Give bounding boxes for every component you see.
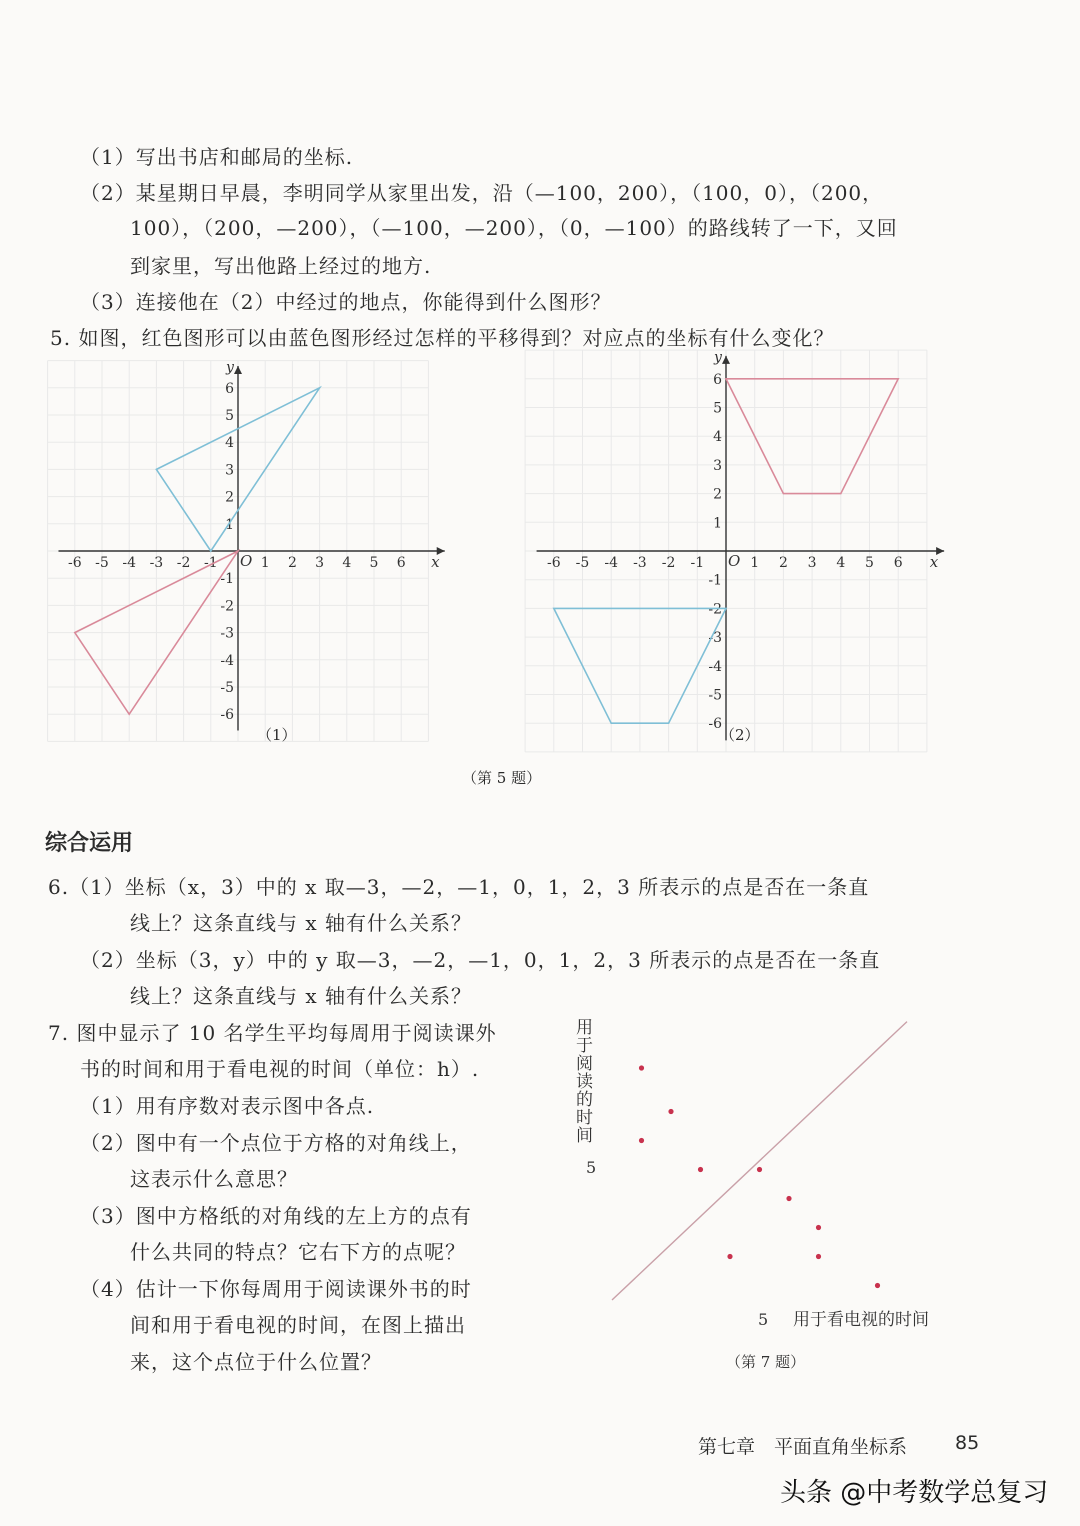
- q5-graph-2: [545, 349, 945, 733]
- q7-line6: （3）图中方格纸的对角线的左上方的点有: [80, 1204, 472, 1228]
- g1-y-tick: 1: [225, 516, 234, 533]
- q7-data-point: [639, 1138, 644, 1143]
- g1-y-tick: -4: [220, 652, 234, 669]
- g1-y-tick: -1: [220, 571, 234, 588]
- g2-y-tick: 1: [713, 515, 722, 532]
- q7-x-label: 用于看电视的时间: [793, 1310, 929, 1330]
- g2-y-tick: -6: [708, 716, 722, 733]
- q4-sub2-line3: 到家里，写出他路上经过的地方.: [130, 254, 432, 278]
- g1-y-tick: -2: [220, 598, 234, 615]
- g2-x-tick: 5: [865, 555, 874, 571]
- q7-data-point: [875, 1283, 880, 1288]
- q4-sub3: （3）连接他在（2）中经过的地点，你能得到什么图形？: [80, 290, 612, 314]
- q7-data-point: [816, 1225, 821, 1230]
- q7-y-label-char: 时: [576, 1108, 593, 1128]
- q7-x-tick: 5: [758, 1310, 769, 1329]
- q7-data-point: [727, 1254, 732, 1259]
- q5-text: 5. 如图，红色图形可以由蓝色图形经过怎样的平移得到？对应点的坐标有什么变化？: [50, 326, 835, 350]
- q7-figure-caption: （第 7 题）: [726, 1353, 806, 1371]
- g1-x-tick: 6: [396, 555, 406, 571]
- g1-x-tick: 5: [369, 555, 379, 571]
- q4-sub2-line2: 100），（200，—200），（—100，—200），（0，—100）的路线转了一下，又回: [130, 216, 898, 240]
- g2-x-tick: -5: [575, 555, 590, 571]
- q7-data-point: [668, 1109, 673, 1114]
- q7-y-label-char: 用: [576, 1018, 593, 1038]
- q7-line4: （2）图中有一个点位于方格的对角线上，: [80, 1131, 472, 1155]
- g2-y-tick: 5: [713, 400, 722, 417]
- g1-y-tick: 4: [225, 435, 234, 452]
- q5-figure-caption: （第 5 题）: [462, 769, 542, 787]
- g1-y-tick: 3: [225, 462, 234, 479]
- q7-line9: 间和用于看电视的时间，在图上描出: [130, 1313, 466, 1337]
- g1-y-tick: 5: [225, 408, 234, 424]
- q6-line1: 6.（1）坐标（x，3）中的 x 取—3，—2，—1，0，1，2，3 所表示的点是否在一条直: [48, 875, 870, 899]
- q7-data-point: [757, 1167, 762, 1172]
- g1-x-tick: -4: [122, 555, 137, 571]
- g1-x-label: x: [431, 553, 440, 571]
- g1-y-tick: 2: [225, 489, 234, 506]
- q7-y-label-char: 读: [576, 1072, 593, 1092]
- q6-line2: 线上？这条直线与 x 轴有什么关系？: [130, 911, 472, 935]
- g1-x-tick: 1: [260, 555, 270, 571]
- g2-x-tick: 2: [778, 555, 788, 571]
- g2-y-label: y: [714, 349, 722, 366]
- g2-y-tick: 3: [713, 457, 722, 474]
- g1-x-tick: 2: [287, 555, 297, 571]
- g2-x-tick: -4: [604, 555, 619, 571]
- g1-y-tick: -3: [220, 625, 234, 642]
- q4-sub2-line1: （2）某星期日早晨，李明同学从家里出发，沿（—100，200），（100，0），（200，: [80, 181, 884, 205]
- q7-data-point: [639, 1065, 644, 1070]
- g2-x-tick: 4: [836, 555, 846, 571]
- q7-line5: 这表示什么意思？: [130, 1167, 298, 1191]
- g2-y-arrow: [722, 356, 730, 364]
- g2-x-tick: -6: [546, 555, 561, 571]
- q7-y-label-char: 于: [576, 1036, 593, 1056]
- q7-line3: （1）用有序数对表示图中各点.: [80, 1094, 375, 1118]
- g2-x-tick: -2: [661, 555, 676, 571]
- g2-y-tick: -2: [708, 601, 722, 618]
- g2-x-tick: 1: [750, 555, 760, 571]
- g2-y-tick: -1: [708, 572, 722, 589]
- g2-x-tick: -3: [633, 555, 647, 571]
- g2-x-tick: 3: [807, 555, 817, 571]
- g2-y-tick: -4: [708, 658, 722, 675]
- q7-line2: 书的时间和用于看电视的时间（单位：h）.: [80, 1057, 480, 1081]
- g1-x-tick: -1: [203, 555, 218, 571]
- q7-line10: 来，这个点位于什么位置？: [130, 1350, 382, 1374]
- q7-y-label-char: 的: [576, 1090, 593, 1110]
- g1-y-tick: -6: [220, 707, 234, 724]
- g1-x-tick: -5: [95, 555, 109, 571]
- g2-x-label: x: [929, 553, 939, 571]
- g1-x-tick: -2: [176, 555, 191, 571]
- q7-y-label-char: 阅: [576, 1054, 593, 1074]
- q7-line1: 7. 图中显示了 10 名学生平均每周用于阅读课外: [48, 1021, 497, 1045]
- watermark: 头条 @中考数学总复习: [780, 1478, 1049, 1508]
- q7-data-point: [786, 1196, 791, 1201]
- g2-origin-label: O: [728, 552, 741, 570]
- q7-data-point: [816, 1254, 821, 1259]
- q7-line7: 什么共同的特点？它右下方的点呢？: [130, 1240, 466, 1264]
- q6-line4: 线上？这条直线与 x 轴有什么关系？: [130, 984, 472, 1008]
- chapter-title: 第七章 平面直角坐标系: [698, 1436, 908, 1458]
- g2-y-tick: 4: [713, 429, 722, 446]
- q7-diagonal-line: [612, 1022, 907, 1300]
- q5-graph1-caption: （1）: [257, 726, 297, 744]
- g2-y-tick: 2: [713, 486, 722, 503]
- g1-x-tick: 3: [315, 555, 325, 571]
- g1-y-label: y: [226, 359, 234, 376]
- q7-y-tick: 5: [586, 1158, 597, 1177]
- g1-x-tick: -6: [67, 555, 82, 571]
- g1-x-tick: -3: [149, 555, 164, 571]
- g1-x-tick: 4: [342, 555, 352, 571]
- g2-y-tick: -3: [708, 630, 722, 647]
- g2-x-tick: -1: [690, 555, 705, 571]
- q5-graph-1: [55, 359, 465, 724]
- g1-y-tick: -5: [220, 680, 234, 696]
- q5-graph2-caption: （2）: [720, 726, 760, 744]
- g2-x-tick: 6: [893, 555, 903, 571]
- g1-y-arrow: [234, 366, 242, 374]
- page-number: 85: [955, 1432, 980, 1454]
- q6-line3: （2）坐标（3，y）中的 y 取—3，—2，—1，0，1，2，3 所表示的点是否在一条直: [80, 948, 881, 972]
- q7-line8: （4）估计一下你每周用于阅读课外书的时: [80, 1277, 472, 1301]
- g1-y-tick: 6: [225, 380, 234, 397]
- q7-data-point: [698, 1167, 703, 1172]
- q4-sub1: （1）写出书店和邮局的坐标.: [80, 145, 354, 169]
- q7-y-label-char: 间: [576, 1126, 593, 1146]
- g2-y-tick: 6: [713, 371, 722, 388]
- g2-y-tick: -5: [708, 687, 722, 704]
- g1-origin-label: O: [240, 552, 253, 570]
- section-title: 综合运用: [45, 831, 134, 856]
- q7-scatter-chart: [568, 1015, 968, 1385]
